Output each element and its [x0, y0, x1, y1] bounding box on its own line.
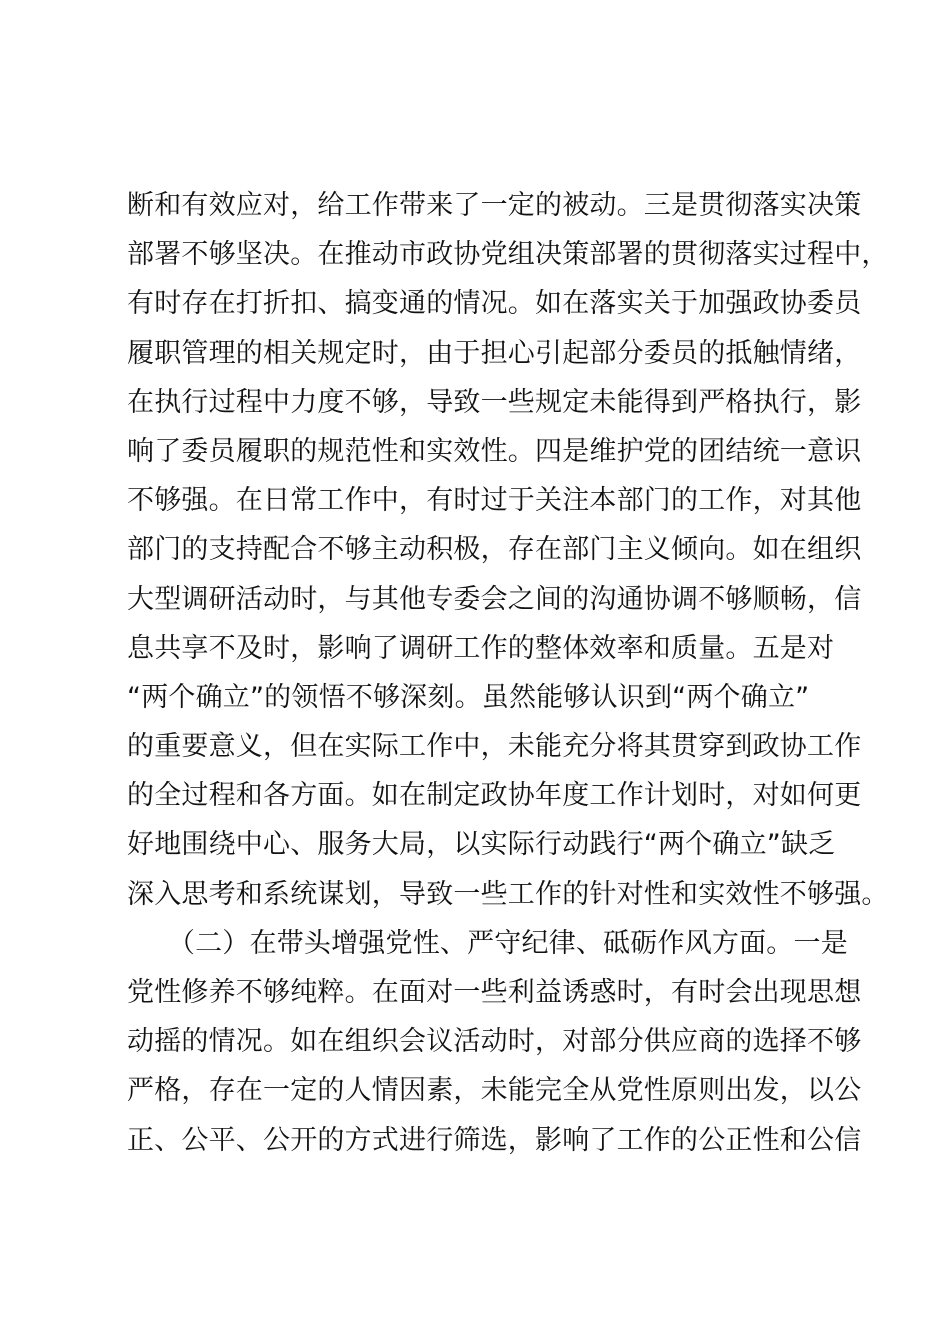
text-line-16: （二）在带头增强党性、严守纪律、砥砺作风方面。一是 [127, 927, 848, 959]
text-line-10: 息共享不及时，影响了调研工作的整体效率和质量。五是对 [127, 632, 835, 664]
text-line-8: 部门的支持配合不够主动积极，存在部门主义倾向。如在组织 [127, 534, 862, 566]
text-line-13: 的全过程和各方面。如在制定政协年度工作计划时，对如何更 [127, 780, 862, 812]
text-line-17: 党性修养不够纯粹。在面对一些利益诱惑时，有时会出现思想 [127, 977, 862, 1008]
text-line-2: 部署不够坚决。在推动市政协党组决策部署的贯彻落实过程中， [127, 239, 889, 271]
text-line-18: 动摇的情况。如在组织会议活动时，对部分供应商的选择不够 [127, 1026, 862, 1058]
text-line-4: 履职管理的相关规定时，由于担心引起部分委员的抵触情绪， [127, 337, 862, 369]
text-line-6: 响了委员履职的规范性和实效性。四是维护党的团结统一意识 [127, 435, 862, 467]
text-line-15: 深入思考和系统谋划，导致一些工作的针对性和实效性不够强。 [127, 878, 889, 910]
text-line-14: 好地围绕中心、服务大局，以实际行动践行“两个确立”缺乏 [127, 829, 836, 861]
document-body [127, 181, 889, 1165]
text-line-12: 的重要意义，但在实际工作中，未能充分将其贯穿到政协工作 [127, 731, 862, 763]
text-line-19: 严格，存在一定的人情因素，未能完全从党性原则出发，以公 [127, 1075, 862, 1107]
text-line-20: 正、公平、公开的方式进行筛选，影响了工作的公正性和公信 [127, 1124, 862, 1156]
text-line-1: 断和有效应对，给工作带来了一定的被动。三是贯彻落实决策 [127, 190, 862, 221]
text-line-11: “两个确立”的领悟不够深刻。虽然能够认识到“两个确立” [127, 681, 810, 713]
text-line-7: 不够强。在日常工作中，有时过于关注本部门的工作，对其他 [127, 485, 862, 517]
text-line-9: 大型调研活动时，与其他专委会之间的沟通协调不够顺畅，信 [127, 583, 862, 615]
text-line-3: 有时存在打折扣、搞变通的情况。如在落实关于加强政协委员 [127, 288, 862, 320]
text-line-5: 在执行过程中力度不够，导致一些规定未能得到严格执行，影 [127, 386, 862, 418]
